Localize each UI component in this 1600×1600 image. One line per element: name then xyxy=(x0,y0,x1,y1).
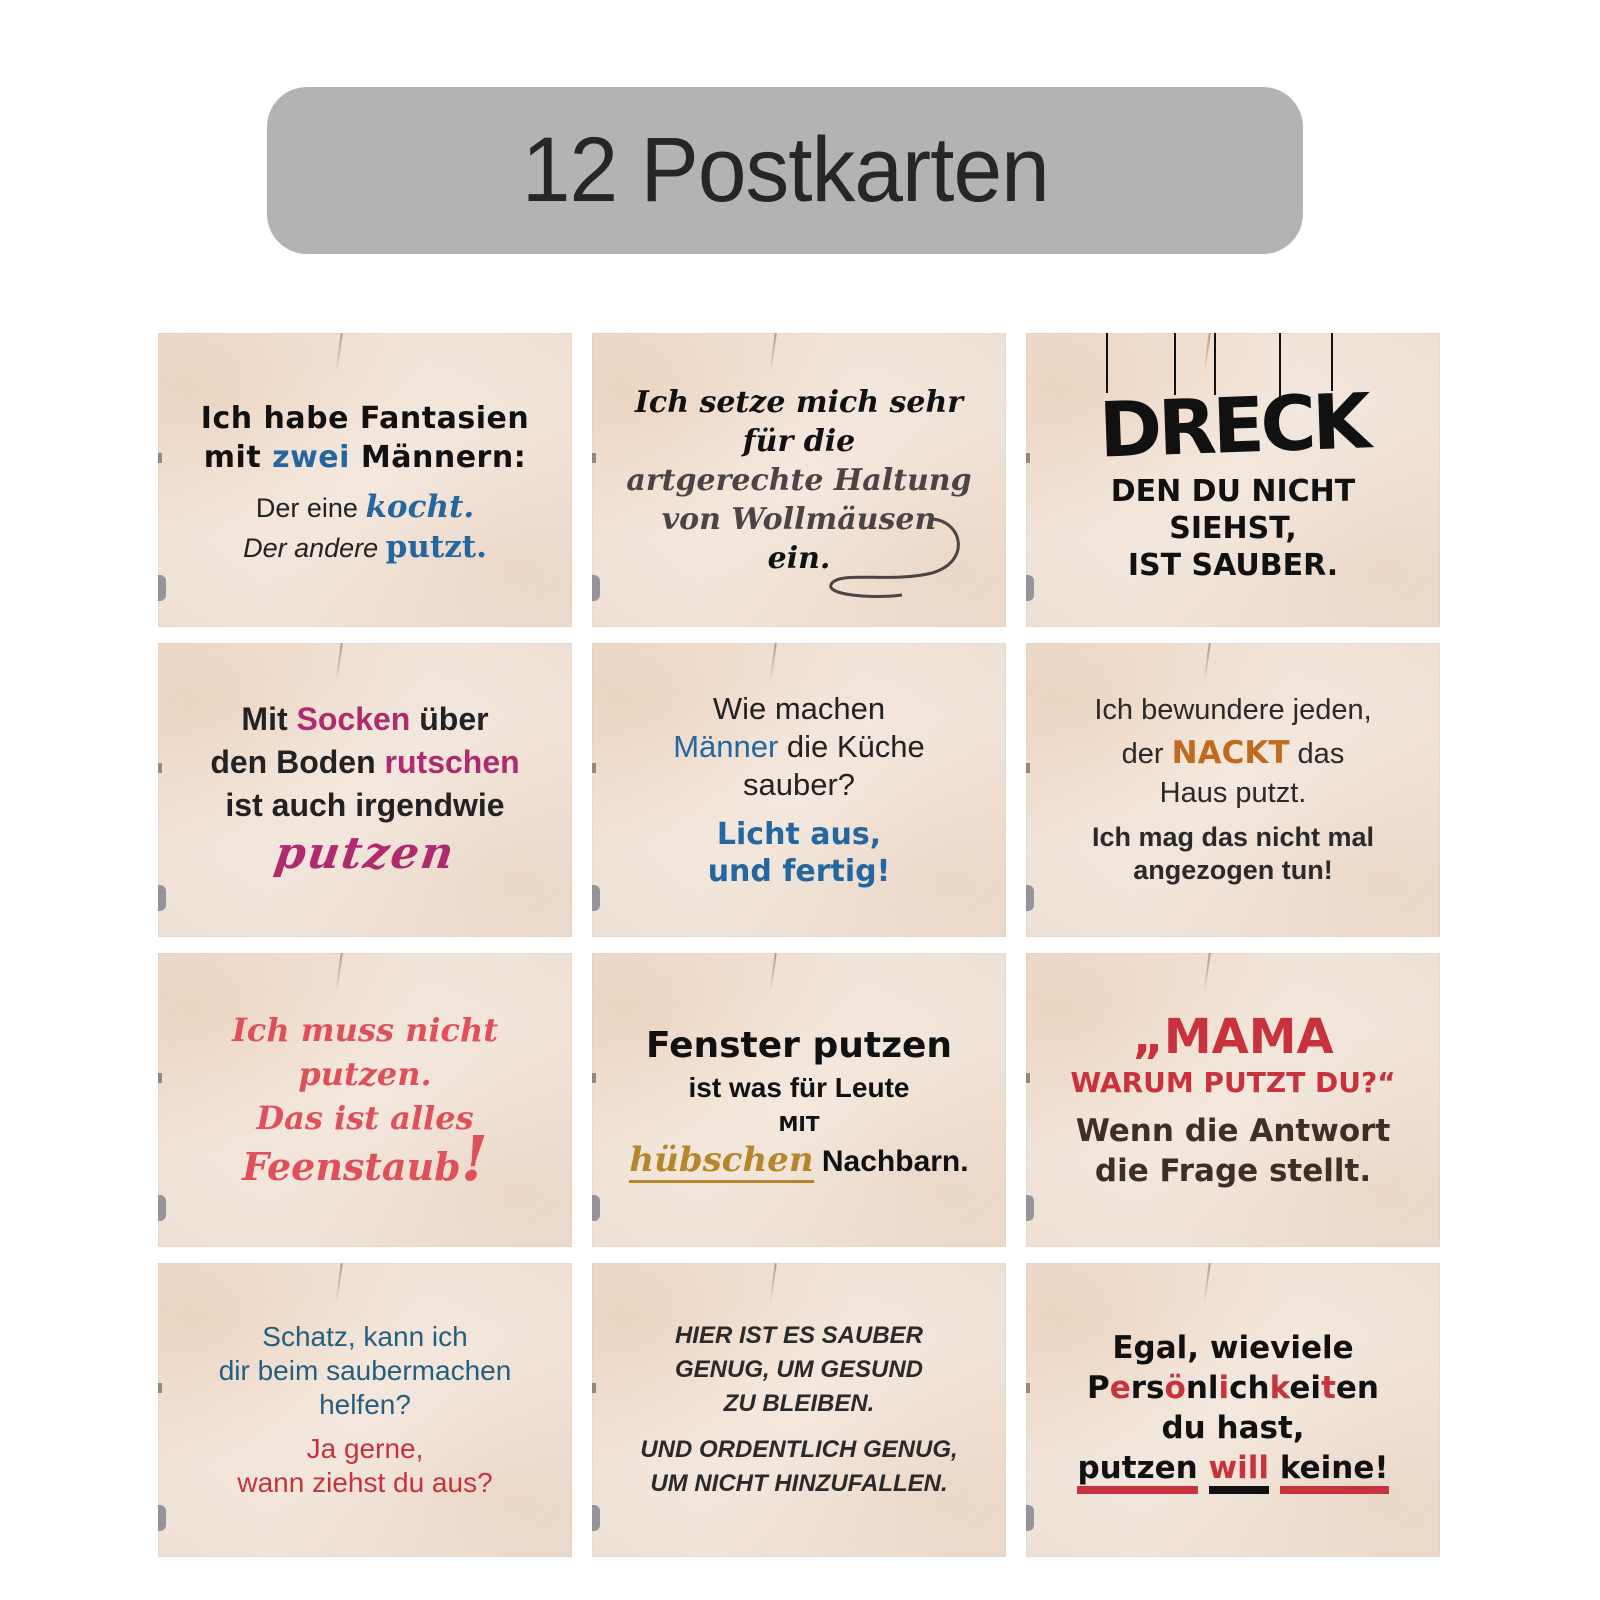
card-line: Haus putzt. xyxy=(1159,777,1307,809)
page-title: 12 Postkarten xyxy=(521,119,1049,221)
highlight-word: Männer xyxy=(673,729,779,764)
card-line: wann ziehst du aus? xyxy=(237,1467,493,1498)
text-segment: die Küche xyxy=(778,729,925,764)
text-segment: Männern: xyxy=(349,440,527,475)
title-banner xyxy=(267,87,1303,254)
hanging-letters-dreck: DRECK xyxy=(1097,375,1369,475)
card-line: Ich muss nicht xyxy=(231,1011,499,1049)
card-line xyxy=(241,701,488,738)
card-line xyxy=(210,744,519,781)
card-line: Licht aus, xyxy=(716,817,882,852)
postcard-8 xyxy=(592,953,1006,1247)
card-line xyxy=(204,440,526,475)
card-line: von Wollmäusen xyxy=(661,501,937,537)
text-segment xyxy=(1198,1450,1209,1486)
card-line: MIT xyxy=(778,1111,820,1136)
highlight-word: putzt. xyxy=(385,529,487,565)
text-segment: nl xyxy=(1185,1370,1219,1406)
postcard-2 xyxy=(592,333,1006,627)
card-line: HIER IST ES SAUBER xyxy=(674,1322,924,1349)
card-line xyxy=(243,529,487,565)
postcard-5 xyxy=(592,643,1006,937)
card-line: Egal, wieviele xyxy=(1112,1330,1354,1366)
highlight-word: Socken xyxy=(296,701,411,737)
card-line xyxy=(1077,1450,1388,1494)
card-line: sauber? xyxy=(742,767,856,802)
card-line: dir beim saubermachen xyxy=(218,1355,512,1386)
card-line: Ich bewundere jeden, xyxy=(1094,694,1372,726)
postcard-10 xyxy=(158,1263,572,1557)
text-segment: über xyxy=(410,701,489,737)
card-line: Wenn die Antwort xyxy=(1075,1112,1391,1149)
highlight-word: kocht. xyxy=(365,489,475,525)
card-line: Schatz, kann ich xyxy=(262,1321,468,1352)
underlined-word: putzen xyxy=(1077,1450,1197,1494)
card-line: ein. xyxy=(767,540,831,576)
card-line: UND ORDENTLICH GENUG, xyxy=(640,1436,958,1463)
text-segment: das xyxy=(1289,738,1345,770)
exclamation-mark: ! xyxy=(460,1122,488,1195)
highlight-letter: k xyxy=(1269,1370,1290,1406)
card-line: angezogen tun! xyxy=(1133,855,1333,885)
card-line: „MAMA xyxy=(1132,1008,1334,1065)
card-line: Ich mag das nicht mal xyxy=(1091,822,1375,852)
card-line: du hast, xyxy=(1161,1410,1305,1446)
card-line: SIEHST, xyxy=(1169,510,1297,546)
card-line: für die xyxy=(742,423,856,459)
postcard-3 xyxy=(1026,333,1440,627)
card-line: und fertig! xyxy=(707,854,891,889)
underlined-word: will xyxy=(1209,1450,1270,1494)
card-line xyxy=(256,489,474,525)
card-line: ZU BLEIBEN. xyxy=(723,1390,875,1417)
card-line: Das ist alles xyxy=(256,1099,474,1137)
card-line xyxy=(1122,735,1345,771)
text-segment: P xyxy=(1086,1370,1110,1406)
highlight-letter: ö xyxy=(1164,1370,1186,1406)
card-line: DEN DU NICHT xyxy=(1110,473,1356,509)
highlight-word: rutschen xyxy=(384,744,520,780)
text-segment: ch xyxy=(1229,1370,1270,1406)
card-line: die Frage stellt. xyxy=(1094,1152,1372,1189)
text-segment: mit xyxy=(203,440,273,475)
card-line xyxy=(1087,1370,1379,1406)
highlight-letter: e xyxy=(1109,1370,1131,1406)
text-segment: ei xyxy=(1289,1370,1322,1406)
card-line: IST SAUBER. xyxy=(1127,547,1339,583)
postcard-12 xyxy=(1026,1263,1440,1557)
underlined-word: keine! xyxy=(1280,1450,1389,1494)
postcard-9 xyxy=(1026,953,1440,1247)
text-segment: Feenstaub xyxy=(242,1144,461,1189)
highlight-word: NACKT xyxy=(1171,735,1290,771)
card-line: Wie machen xyxy=(712,691,886,726)
card-line: artgerechte Haltung xyxy=(626,462,972,498)
highlight-letter: t xyxy=(1321,1370,1336,1406)
text-segment: Der eine xyxy=(255,493,366,523)
postcard-7 xyxy=(158,953,572,1247)
card-line: ist auch irgendwie xyxy=(225,787,505,823)
card-line: Ich setze mich sehr xyxy=(634,384,964,420)
card-line: helfen? xyxy=(319,1389,411,1420)
card-line xyxy=(629,1140,968,1180)
postcard-4 xyxy=(158,643,572,937)
card-line: UM NICHT HINZUFALLEN. xyxy=(650,1470,948,1497)
text-segment: der xyxy=(1121,738,1172,770)
swirl-decoration xyxy=(812,511,962,601)
card-line: Ich habe Fantasien xyxy=(200,401,530,436)
text-segment: en xyxy=(1335,1370,1379,1406)
text-segment: rs xyxy=(1130,1370,1165,1406)
card-line xyxy=(673,729,925,765)
highlight-word: hübschen xyxy=(629,1140,813,1183)
postcard-11 xyxy=(592,1263,1006,1557)
postcard-1 xyxy=(158,333,572,627)
text-segment: Nachbarn. xyxy=(813,1144,969,1178)
card-line: putzen. xyxy=(298,1055,432,1093)
card-line xyxy=(242,1122,488,1195)
card-line: WARUM PUTZT DU?“ xyxy=(1070,1065,1396,1099)
text-segment: Der andere xyxy=(243,533,386,563)
text-segment: den Boden xyxy=(210,744,385,780)
card-line: GENUG, UM GESUND xyxy=(674,1356,923,1383)
text-segment xyxy=(1269,1450,1280,1486)
postcard-6 xyxy=(1026,643,1440,937)
highlight-letter: i xyxy=(1218,1370,1230,1406)
highlight-word: zwei xyxy=(272,440,350,475)
card-line: Fenster putzen xyxy=(645,1024,953,1066)
card-line: ist was für Leute xyxy=(688,1071,910,1103)
brush-word-putzen: putzen xyxy=(271,828,459,879)
card-line: Ja gerne, xyxy=(306,1433,424,1464)
text-segment: Mit xyxy=(241,701,297,737)
